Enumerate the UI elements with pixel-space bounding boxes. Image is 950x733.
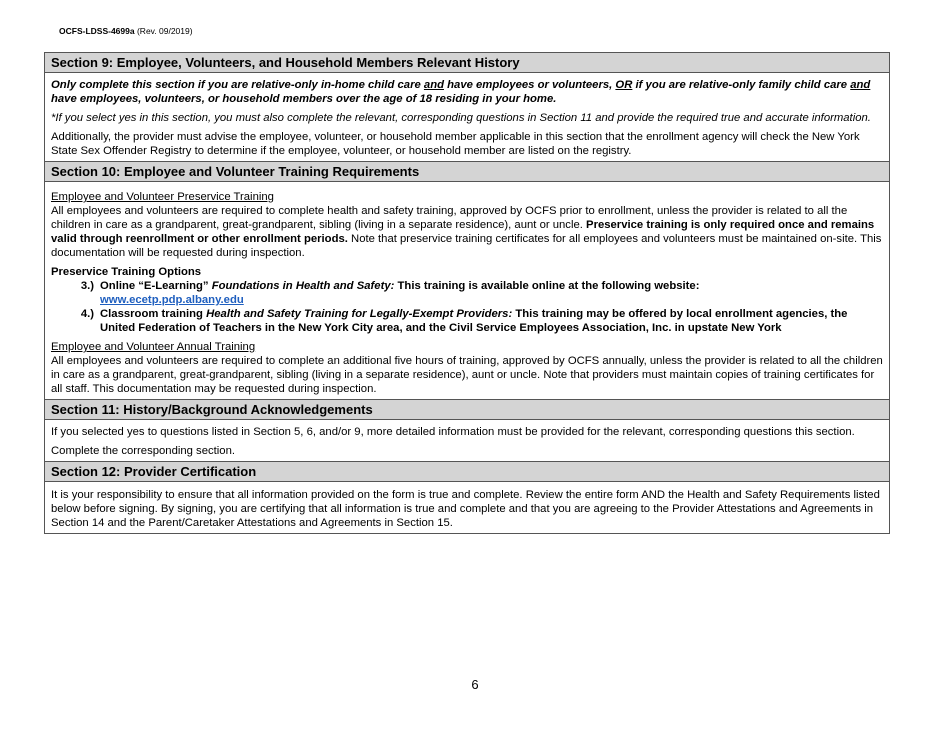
form-sections: [44, 52, 890, 534]
preservice-options-heading: Preservice Training Options: [51, 266, 202, 278]
preservice-options-list: [51, 279, 883, 335]
option-classroom-training: 4.) Classroom training Health and Safety Training for Legally-Exempt Providers: This training may be offered by local enrollment agencies, the United Federation of Teachers in the New York City area, and the Civil Service Employees Association, Inc. in upstate New York: [80, 308, 848, 334]
page-number: 6: [471, 677, 479, 692]
section-11: [45, 399, 889, 461]
annual-training-heading: Employee and Volunteer Annual Training: [51, 341, 256, 353]
section-10: [45, 161, 889, 399]
form-identifier: [59, 26, 193, 36]
section-9-note: *If you select yes in this section, you must also complete the relevant, corresponding questions in Section 11 and provide the required true and accurate information.: [51, 112, 871, 124]
option-online-training: 3.) Online “E-Learning” Foundations in Health and Safety: This training is available online at the following website: www.ecetp.pdp.albany.edu: [80, 280, 700, 306]
preservice-text: All employees and volunteers are required to complete health and safety training, approved by OCFS prior to enrollment, unless the provider is related to all the children in care as a grandparent, great-grandparent, sibling (living in a separate residence), aunt or uncle. Preservice training is only required once and remains valid through reenrollment or other enrollment periods. Note that preservice training certificates for all employees and volunteers must be maintained on-site. This documentation will be requested during inspection.: [51, 205, 882, 259]
section-12-text: It is your responsibility to ensure that all information provided on the form is true and complete. Review the entire form AND the Health and Safety Requirements listed below before signing. By signing, you are certifying that all information is true and complete and that you are agreeing to the Provider Attestations and Agreements in Section 14 and the Parent/Caretaker Attestations and Agreements in Section 15.: [51, 489, 880, 529]
preservice-heading: Employee and Volunteer Preservice Training: [51, 191, 274, 203]
section-9-title: Section 9: Employee, Volunteers, and Household Members Relevant History: [45, 53, 889, 73]
section-11-title: Section 11: History/Background Acknowledgements: [45, 399, 889, 420]
section-10-title: Section 10: Employee and Volunteer Training Requirements: [45, 161, 889, 182]
ecetp-website-link[interactable]: www.ecetp.pdp.albany.edu: [100, 294, 244, 306]
form-revision: (Rev. 09/2019): [136, 26, 193, 36]
section-12: [45, 461, 889, 533]
form-code: OCFS-LDSS-4699a: [59, 26, 135, 36]
section-9: [45, 53, 889, 161]
section-12-title: Section 12: Provider Certification: [45, 461, 889, 482]
section-9-registry-advisory: Additionally, the provider must advise the employee, volunteer, or household member applicable in this section that the enrollment agency will check the New York State Sex Offender Registry to determine if the employee, volunteer, or household member are listed on the registry.: [51, 131, 860, 157]
section-11-text: If you selected yes to questions listed in Section 5, 6, and/or 9, more detailed information must be provided for the relevant, corresponding questions this section.: [51, 426, 855, 438]
annual-training-text: All employees and volunteers are required to complete an additional five hours of training, approved by OCFS annually, unless the provider is related to all the children in care as a grandparent, great-grandparent, sibling (living in a separate residence), aunt or uncle. Note that providers must maintain copies of training certificates for all staff. This documentation may be requested during inspection.: [51, 355, 883, 395]
section-9-instructions: Only complete this section if you are relative-only in-home child care and have employees or volunteers, OR if you are relative-only family child care and have employees, volunteers, or household members over the age of 18 residing in your home.: [51, 79, 871, 105]
section-11-instruction: Complete the corresponding section.: [51, 445, 235, 457]
